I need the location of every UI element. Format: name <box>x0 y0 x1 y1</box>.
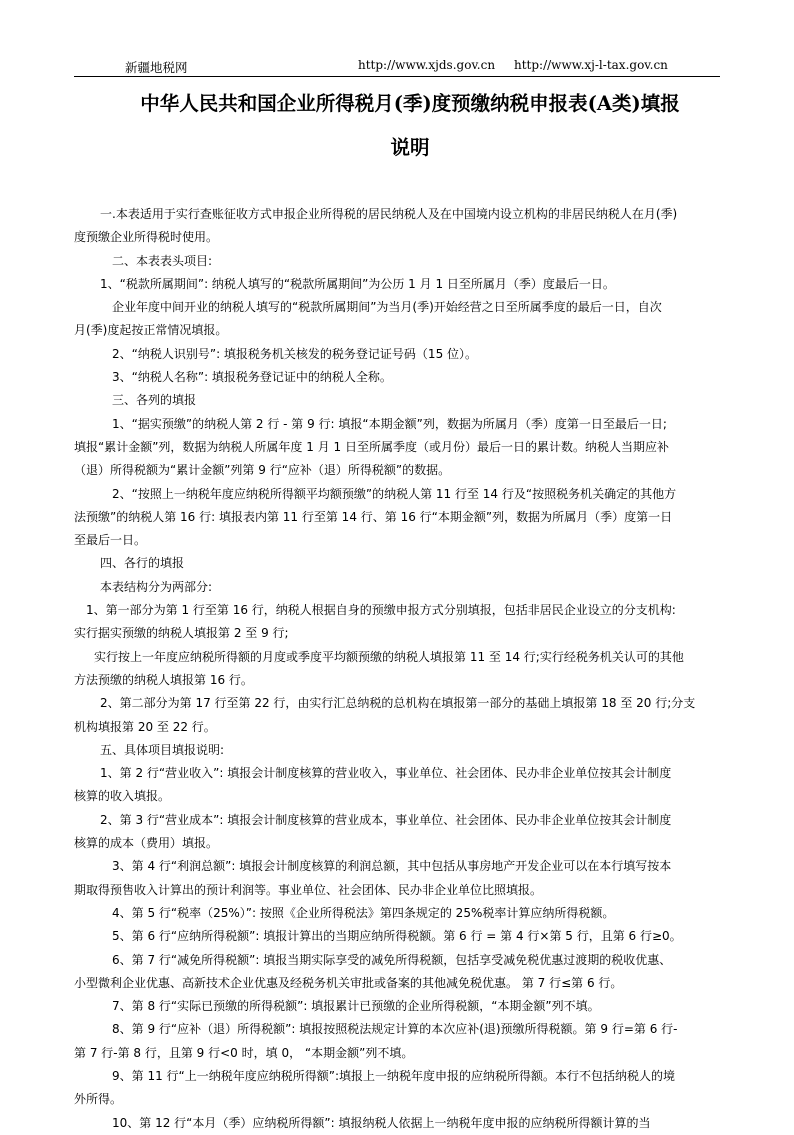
page-header <box>0 58 794 76</box>
body-line: 1、第一部分为第 1 行至第 16 行，纳税人根据自身的预缴申报方式分别填报，包括非居民企业设立的分支机构: <box>86 603 676 618</box>
body-line: 机构填报第 20 至 22 行。 <box>74 719 216 734</box>
body-line: 3、第 4 行“利润总额”: 填报会计制度核算的利润总额，其中包括从事房地产开发企业可以在本行填写按本 <box>112 859 672 874</box>
body-line: 2、第 3 行“营业成本”: 填报会计制度核算的营业成本，事业单位、社会团体、民办非企业单位按其会计制度 <box>100 812 672 827</box>
body-line: 至最后一日。 <box>74 533 147 548</box>
body-line: 五、具体项目填报说明: <box>100 742 225 757</box>
body-line: 本表结构分为两部分: <box>100 579 213 594</box>
body-line: 方法预缴的纳税人填报第 16 行。 <box>74 672 253 687</box>
body-line: 5、第 6 行“应纳所得税额”: 填报计算出的当期应纳所得税额。第 6 行 = 第 4 行×第 5 行，且第 6 行≥0。 <box>112 929 682 944</box>
header-divider <box>74 76 720 77</box>
body-line: 四、各行的填报 <box>100 556 185 571</box>
body-line: 4、第 5 行“税率（25%）”: 按照《企业所得税法》第四条规定的 25%税率计算应纳所得税额。 <box>112 905 615 920</box>
body-line: 7、第 8 行“实际已预缴的所得税额”: 填报累计已预缴的企业所得税额，“本期金额”列不填。 <box>112 999 600 1014</box>
body-line: 法预缴”的纳税人第 16 行: 填报表内第 11 行至第 14 行、第 16 行“本期金额”列，数据为所属月（季）度第一日 <box>74 509 673 524</box>
site-name: 新疆地税网 <box>125 60 188 75</box>
body-line: 小型微利企业优惠、高新技术企业优惠及经税务机关审批或备案的其他减免税优惠。 第 7 行≤第 6 行。 <box>74 975 623 990</box>
body-line: 6、第 7 行“减免所得税额”: 填报当期实际享受的减免所得税额，包括享受减免税优惠过渡期的税收优惠、 <box>112 952 672 967</box>
body-line: 8、第 9 行“应补（退）所得税额”: 填报按照税法规定计算的本次应补(退)预缴所得税额。第 9 行=第 6 行- <box>112 1022 678 1037</box>
body-line: 2、“按照上一纳税年度应纳税所得额平均额预缴”的纳税人第 11 行至 14 行及“按照税务机关确定的其他方 <box>112 486 677 501</box>
body-line: 外所得。 <box>74 1092 123 1107</box>
body-line: 三、各列的填报 <box>112 393 197 408</box>
body-line: 第 7 行-第 8 行，且第 9 行<0 时，填 0， “本期金额”列不填。 <box>74 1045 414 1060</box>
document-body <box>74 203 722 1135</box>
body-line: 2、第二部分为第 17 行至第 22 行，由实行汇总纳税的总机构在填报第一部分的基础上填报第 18 至 20 行;分支 <box>100 696 696 711</box>
body-line: 度预缴企业所得税时使用。 <box>74 230 219 245</box>
body-line: 一.本表适用于实行查账征收方式申报企业所得税的居民纳税人及在中国境内设立机构的非居民纳税人在月(季) <box>100 207 678 221</box>
body-line: （退）所得税额为“累计金额”列第 9 行“应补（退）所得税额”的数据。 <box>74 463 451 478</box>
site-url-2[interactable]: http://www.xj-l-tax.gov.cn <box>514 58 668 72</box>
body-line: 3、“纳税人名称”: 填报税务登记证中的纳税人全称。 <box>112 370 392 385</box>
document-title: 中华人民共和国企业所得税月(季)度预缴纳税申报表(A类)填报 <box>140 92 680 115</box>
body-line: 1、“税款所属期间”: 纳税人填写的“税款所属期间”为公历 1 月 1 日至所属月（季）度最后一日。 <box>100 276 615 291</box>
body-line: 核算的收入填报。 <box>74 789 171 804</box>
body-line: 1、第 2 行“营业收入”: 填报会计制度核算的营业收入，事业单位、社会团体、民办非企业单位按其会计制度 <box>100 766 672 781</box>
site-url-1[interactable]: http://www.xjds.gov.cn <box>358 58 496 72</box>
body-line: 填报“累计金额”列，数据为纳税人所属年度 1 月 1 日至所属季度（或月份）最后一日的累计数。纳税人当期应补 <box>74 439 669 454</box>
body-line: 二、本表表头项目: <box>112 253 213 268</box>
document-title-continued: 说明 <box>390 136 430 159</box>
body-line: 1、“据实预缴”的纳税人第 2 行 - 第 9 行: 填报“本期金额”列，数据为所属月（季）度第一日至最后一日; <box>112 416 667 431</box>
body-line: 企业年度中间开业的纳税人填写的“税款所属期间”为当月(季)开始经营之日至所属季度的最后一日，自次 <box>112 300 662 315</box>
body-line: 2、“纳税人识别号”: 填报税务机关核发的税务登记证号码（15 位）。 <box>112 346 478 361</box>
body-line: 10、第 12 行“本月（季）应纳税所得额”: 填报纳税人依据上一纳税年度申报的应纳税所得额计算的当 <box>112 1115 651 1130</box>
body-line: 月(季)度起按正常情况填报。 <box>74 323 228 338</box>
body-line: 实行据实预缴的纳税人填报第 2 至 9 行; <box>74 626 289 641</box>
body-line: 核算的成本（费用）填报。 <box>74 836 219 851</box>
body-line: 9、第 11 行“上一纳税年度应纳税所得额”:填报上一纳税年度申报的应纳税所得额。本行不包括纳税人的境 <box>112 1068 676 1083</box>
body-line: 实行按上一年度应纳税所得额的月度或季度平均额预缴的纳税人填报第 11 至 14 行;实行经税务机关认可的其他 <box>94 649 684 664</box>
body-line: 期取得预售收入计算出的预计利润等。事业单位、社会团体、民办非企业单位比照填报。 <box>74 882 543 897</box>
